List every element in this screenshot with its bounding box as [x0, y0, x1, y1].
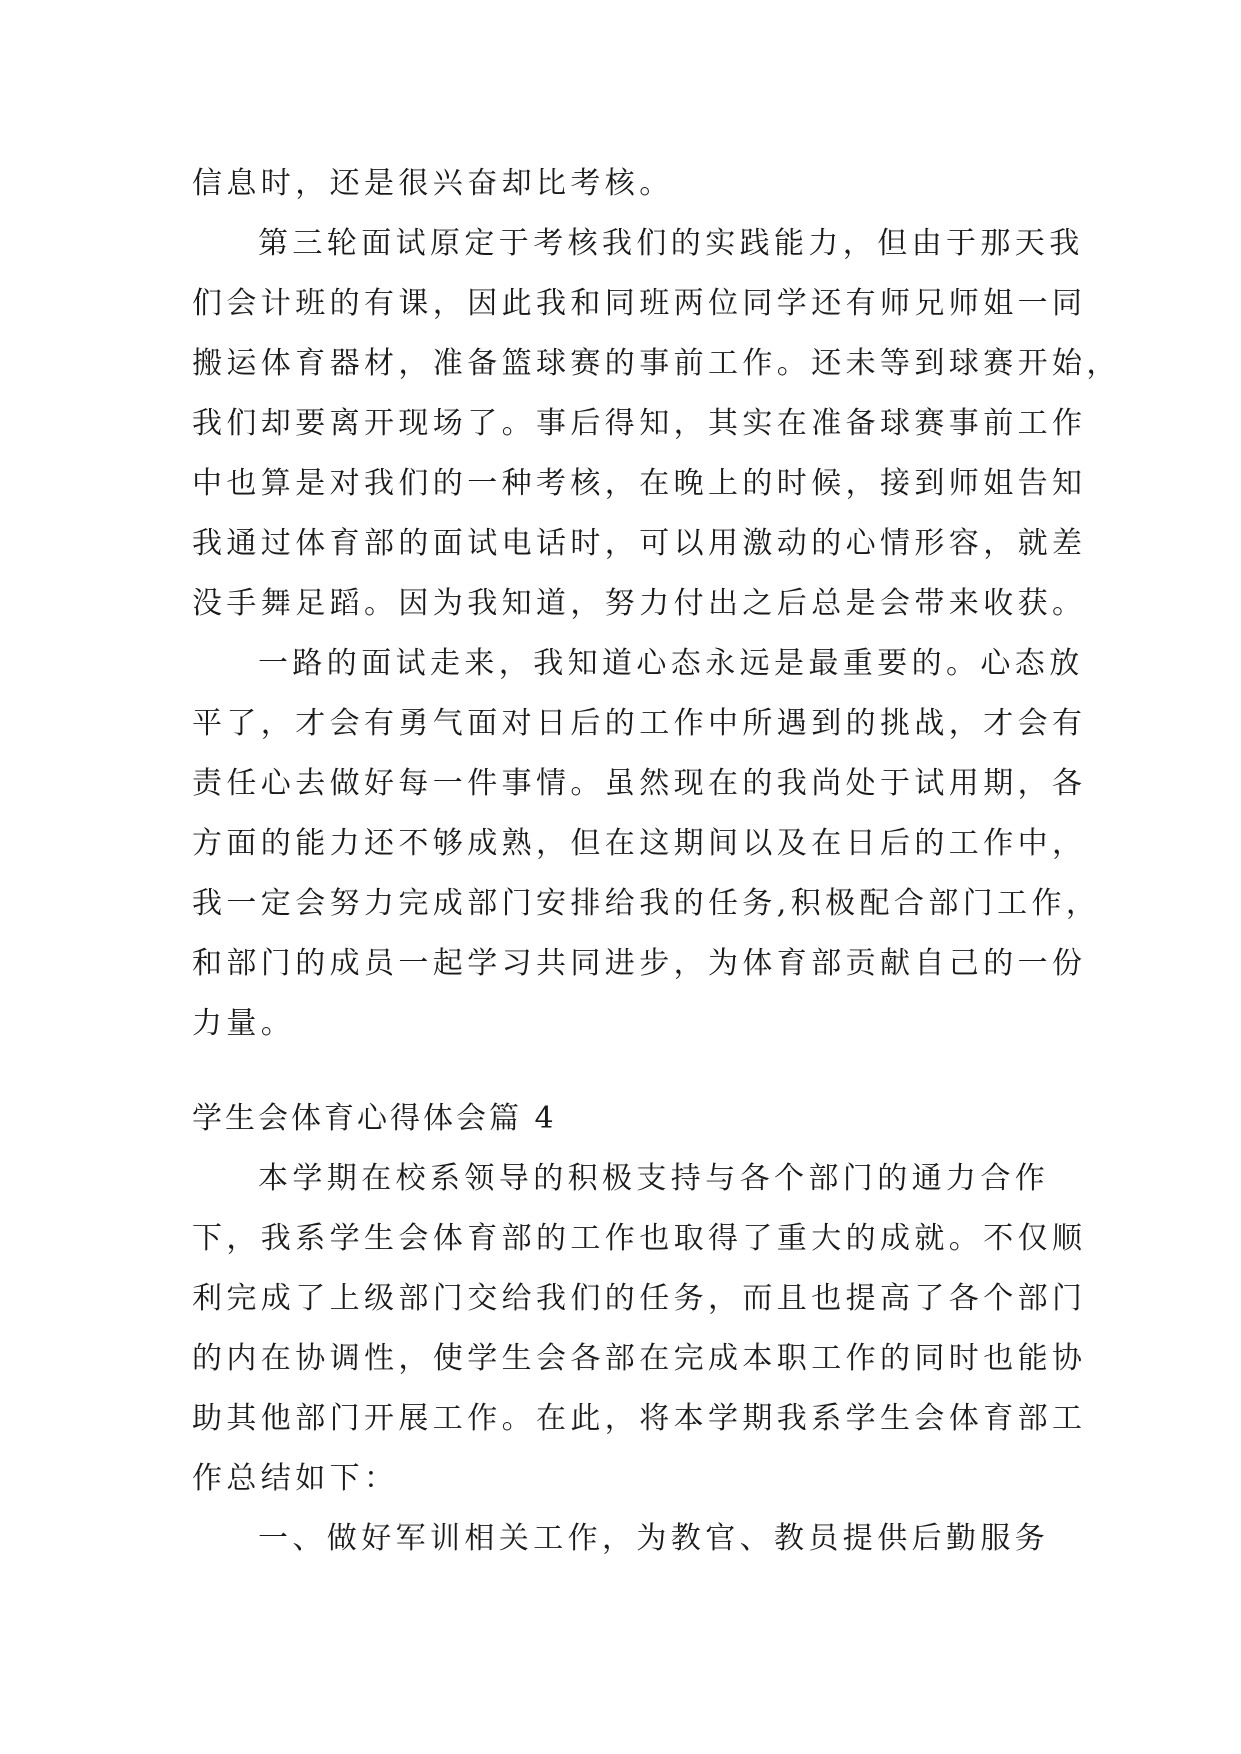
text-line-4: 搬运体育器材，准备篮球赛的事前工作。还未等到球赛开始， [192, 346, 1121, 381]
text-line-18: 下，我系学生会体育部的工作也取得了重大的成就。不仅顺 [192, 1221, 1087, 1256]
text-line-7: 我通过体育部的面试电话时，可以用激动的心情形容，就差 [192, 526, 1087, 561]
text-line-20: 的内在协调性，使学生会各部在完成本职工作的同时也能协 [192, 1341, 1087, 1376]
text-line-3: 们会计班的有课，因此我和同班两位同学还有师兄师姐一同 [192, 286, 1087, 321]
text-line-8: 没手舞足蹈。因为我知道，努力付出之后总是会带来收获。 [192, 586, 1087, 621]
text-line-10: 平了，才会有勇气面对日后的工作中所遇到的挑战，才会有 [192, 706, 1087, 741]
text-line-9: 一路的面试走来，我知道心态永远是最重要的。心态放 [258, 646, 1084, 681]
text-line-5: 我们却要离开现场了。事后得知，其实在准备球赛事前工作 [192, 406, 1087, 441]
text-line-2: 第三轮面试原定于考核我们的实践能力，但由于那天我 [258, 226, 1084, 261]
text-line-6: 中也算是对我们的一种考核，在晚上的时候，接到师姐告知 [192, 466, 1087, 501]
text-line-21: 助其他部门开展工作。在此，将本学期我系学生会体育部工 [192, 1401, 1087, 1436]
text-line-17: 本学期在校系领导的积极支持与各个部门的通力合作 [258, 1161, 1050, 1196]
text-line-12: 方面的能力还不够成熟，但在这期间以及在日后的工作中， [192, 826, 1087, 861]
section-heading: 学生会体育心得体会篇 4 [192, 1101, 557, 1136]
text-line-14: 和部门的成员一起学习共同进步，为体育部贡献自己的一份 [192, 946, 1087, 981]
text-line-22: 作总结如下： [192, 1461, 399, 1496]
text-line-23: 一、做好军训相关工作，为教官、教员提供后勤服务 [258, 1521, 1050, 1556]
text-line-13: 我一定会努力完成部门安排给我的任务,积极配合部门工作， [192, 886, 1101, 921]
text-line-1: 信息时，还是很兴奋却比考核。 [192, 166, 674, 201]
text-line-11: 责任心去做好每一件事情。虽然现在的我尚处于试用期，各 [192, 766, 1087, 801]
text-line-19: 利完成了上级部门交给我们的任务，而且也提高了各个部门 [192, 1281, 1087, 1316]
text-line-15: 力量。 [192, 1006, 296, 1041]
